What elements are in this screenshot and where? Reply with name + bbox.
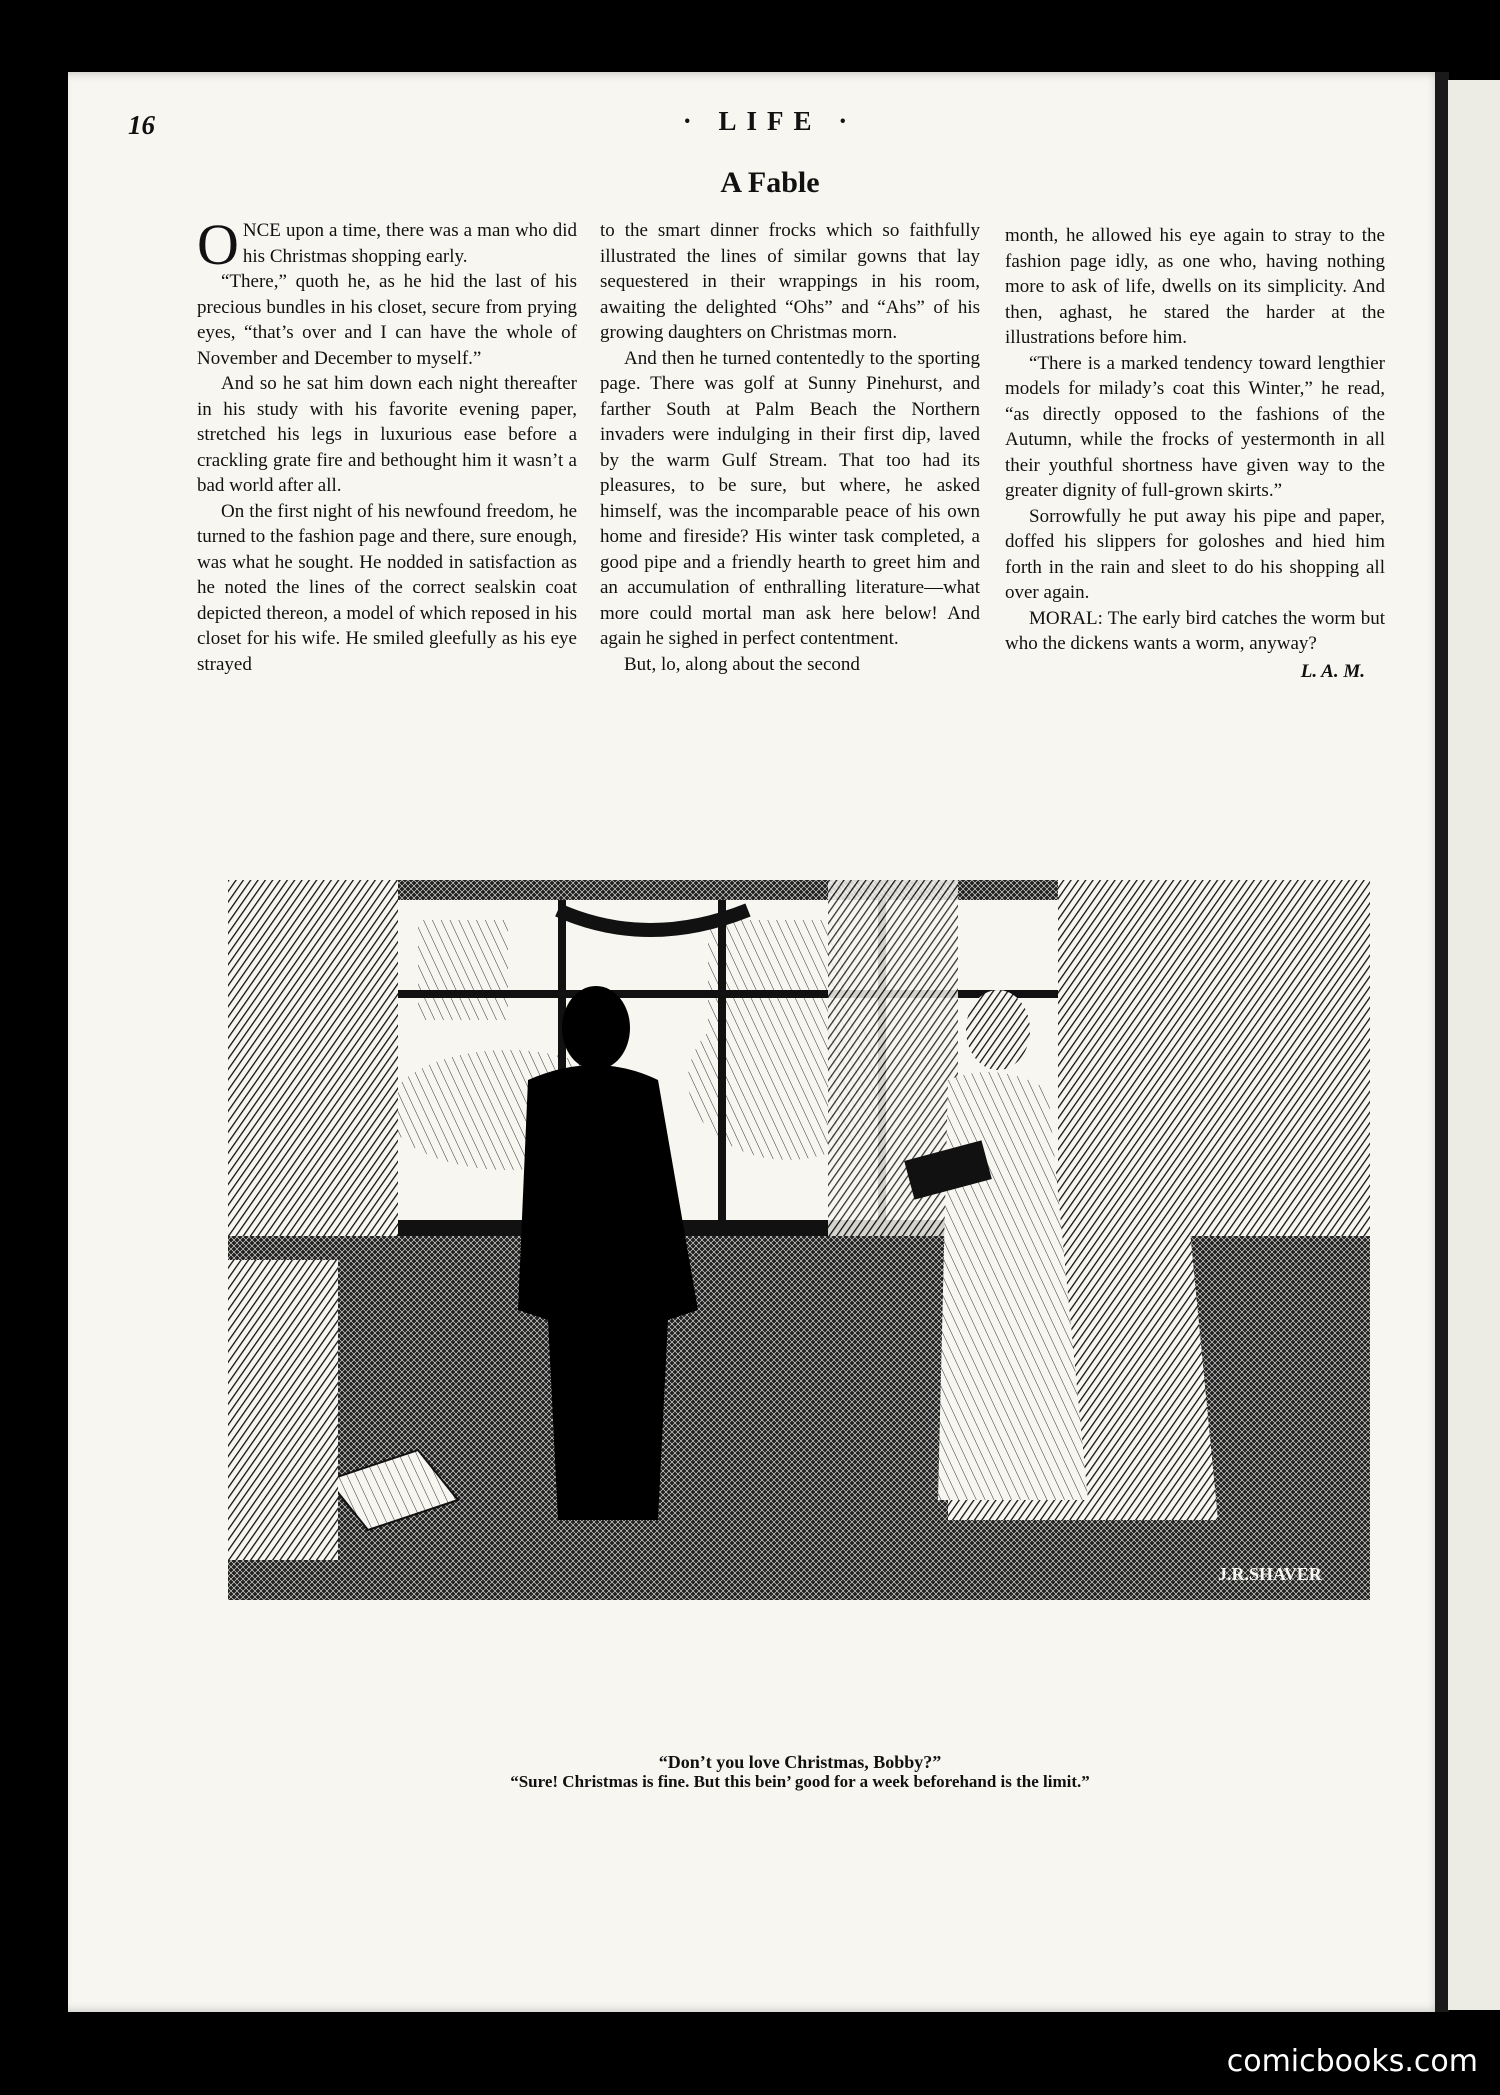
- article-title: A Fable: [720, 166, 820, 199]
- paragraph: On the first night of his newfound freedom, he turned to the fashion page and there, sure enough, was what he sought. He nodded in satisfaction as he noted the lines of the correct sealskin coat depicted thereon, a model of which reposed in his closet for his wife. He smiled gleefully as his eye strayed: [197, 500, 577, 675]
- drop-cap: O: [197, 212, 239, 277]
- paragraph: month, he allowed his eye again to stray to the fashion page idly, as one who, having nothing more to ask of life, dwells on its simplicity. And then, aghast, he stared the harder at the illustrations before him.: [1005, 225, 1385, 348]
- paragraph: But, lo, along about the second: [624, 653, 860, 675]
- paragraph: “There,” quoth he, as he hid the last of his precious bundles in his closet, secure from prying eyes, “that’s over and I can have the whole of November and December to myself.”: [197, 271, 577, 369]
- masthead: · LIFE ·: [682, 106, 858, 136]
- article-column-1: [197, 212, 577, 677]
- caption-answer: “Sure! Christmas is fine. But this bein’ good for a week beforehand is the limit.”: [510, 1772, 1090, 1791]
- author-signature: L. A. M.: [1300, 660, 1365, 682]
- watermark: comicbooks.com: [1226, 2044, 1478, 2079]
- moral-paragraph: MORAL: The early bird catches the worm but who the dickens wants a worm, anyway?: [1005, 607, 1385, 654]
- page-gutter: [1435, 72, 1449, 2012]
- artist-signature: J.R.SHAVER: [1218, 1564, 1322, 1584]
- paragraph: Sorrowfully he put away his pipe and paper, doffed his slippers for goloshes and hied him forth in the rain and sleet to do his shopping all over again.: [1005, 505, 1385, 603]
- paragraph: ONCE upon a time, there was a man who did his Christmas shopping early.: [197, 212, 577, 277]
- article-column-3: [1005, 223, 1385, 684]
- next-page-edge: [1448, 80, 1500, 2010]
- paragraph: And so he sat him down each night thereafter in his study with his favorite evening paper, stretched his legs in luxurious ease before a crackling grate fire and bethought him it wasn’t a bad world after all.: [197, 373, 577, 496]
- page-number: 16: [128, 110, 155, 140]
- paragraph: And then he turned contentedly to the sporting page. There was golf at Sunny Pinehurst, and farther South at Palm Beach the Northern invaders were indulging in their first dip, laved by the warm Gulf Stream. That too had its pleasures, to be sure, but where, he asked himself, was the incomparable peace of his own home and fireside? His winter task completed, a good pipe and a friendly hearth to greet him and an accumulation of enthralling literature—what more could mortal man ask here below! And again he sighed in perfect contentment.: [600, 347, 980, 649]
- window-scene-drawing: [228, 880, 1370, 1600]
- article-column-2: [600, 218, 980, 677]
- paragraph: to the smart dinner frocks which so faithfully illustrated the lines of similar gowns that lay sequestered in their wrappings in his room, awaiting the delighted “Ohs” and “Ahs” of his growing daughters on Christmas morn.: [600, 220, 980, 343]
- paragraph: “There is a marked tendency toward lengthier models for milady’s coat this Winter,” he read, “as directly opposed to the fashions of the Autumn, while the frocks of yestermonth in all their youthful shortness have given way to the greater dignity of full-grown skirts.”: [1005, 352, 1385, 501]
- illustration-caption: [470, 1752, 1130, 1792]
- caption-question: “Don’t you love Christmas, Bobby?”: [658, 1752, 942, 1772]
- illustration: [228, 880, 1370, 1600]
